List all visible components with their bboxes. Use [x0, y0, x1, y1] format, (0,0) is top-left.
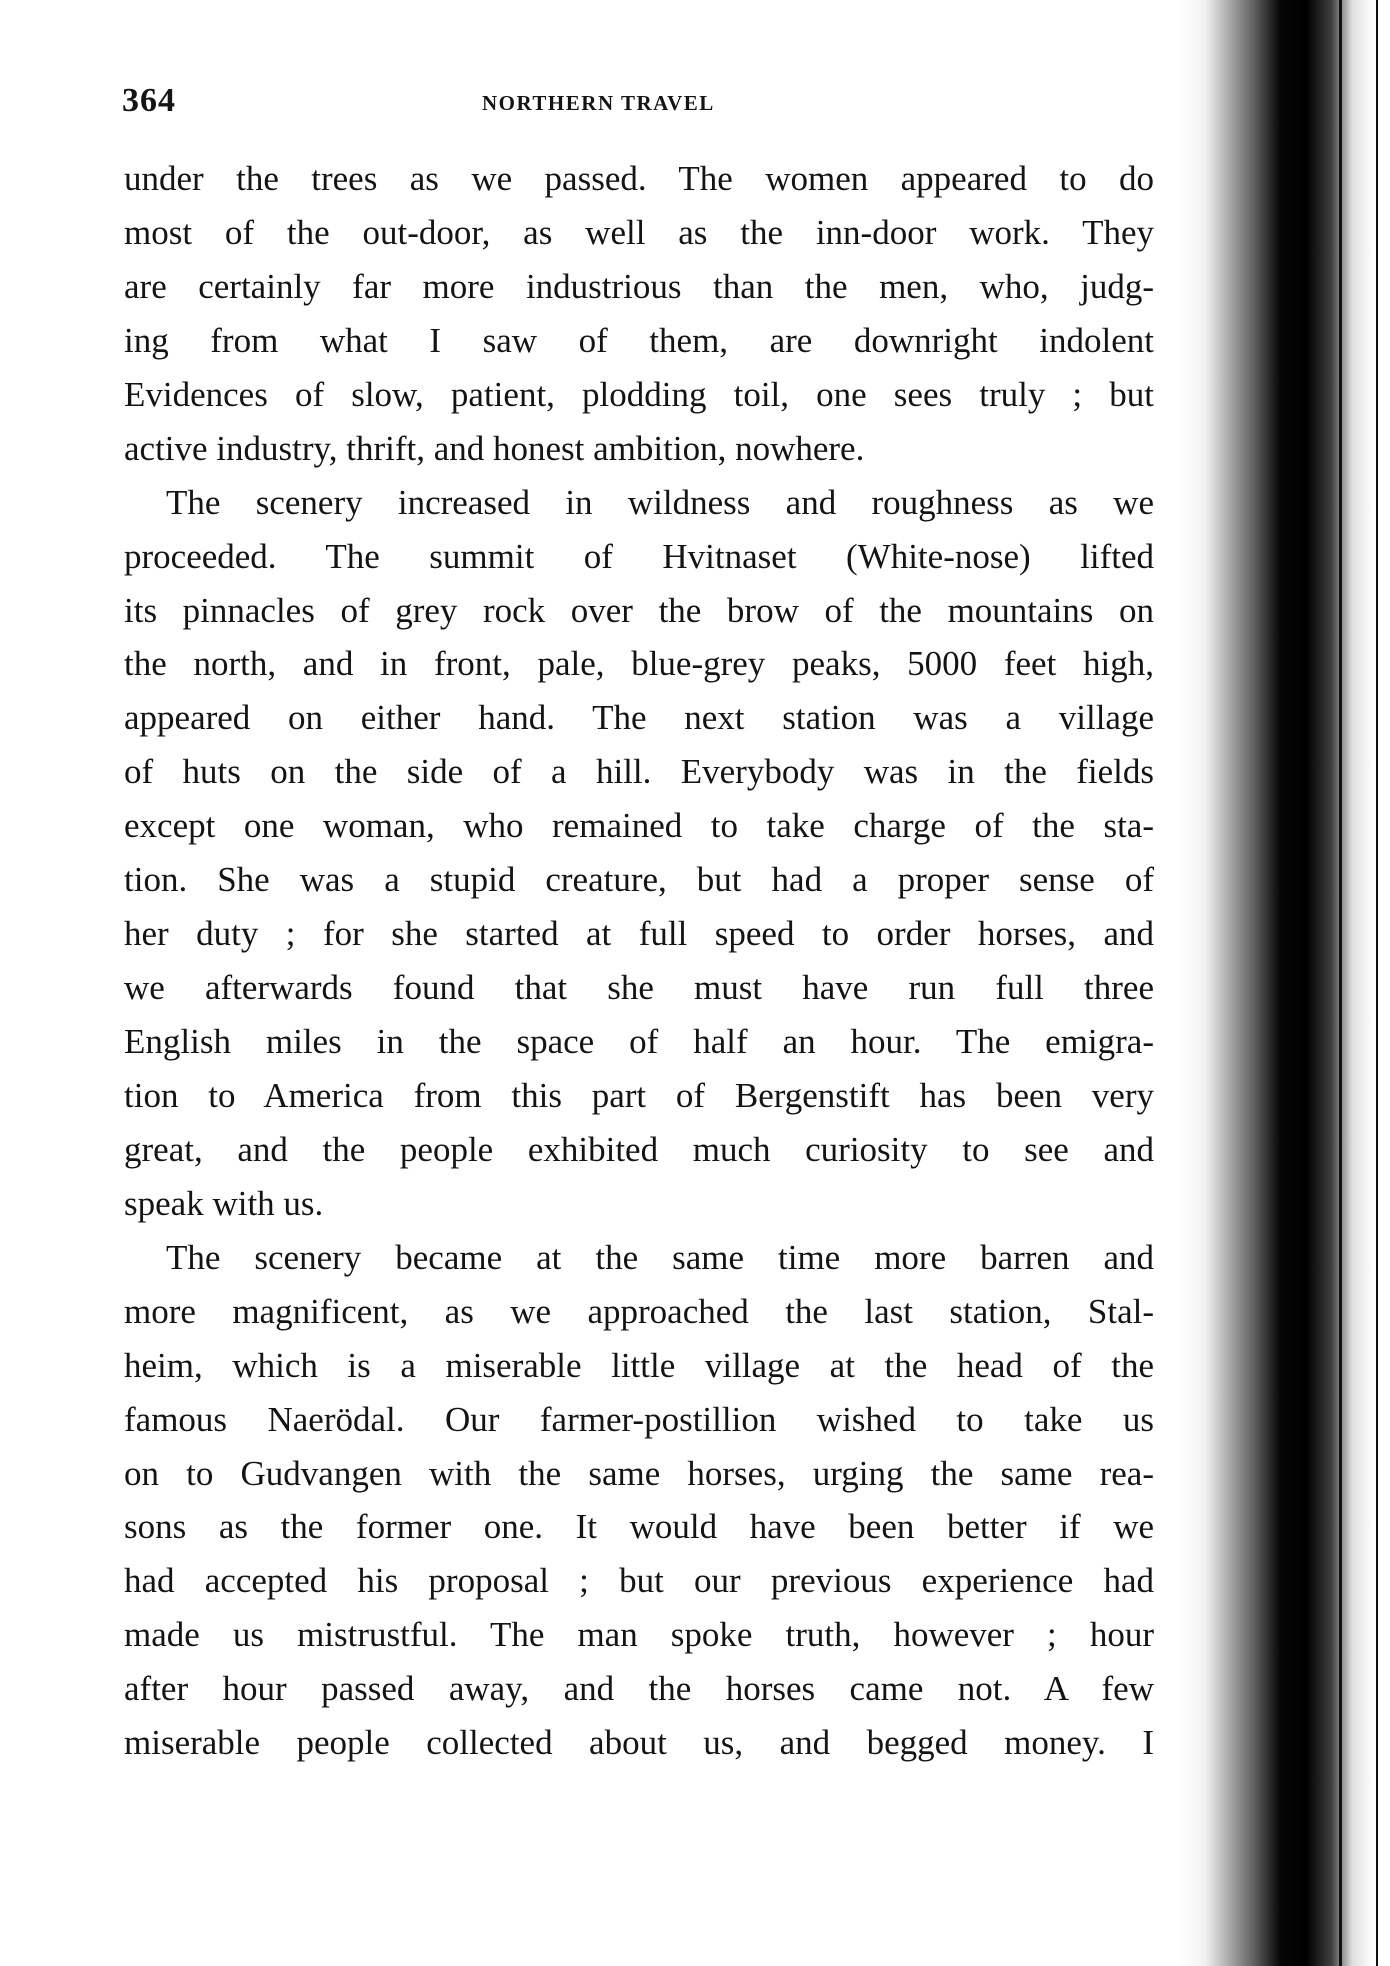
- text-line: the north, and in front, pale, blue-grey peaks, 5000 feet high,: [124, 644, 1154, 684]
- page-number: 364: [122, 82, 176, 119]
- text-line: ing from what I saw of them, are downright indolent: [124, 320, 1154, 360]
- text-line: heim, which is a miserable little village at the head of the: [124, 1345, 1154, 1385]
- text-line: proceeded. The summit of Hvitnaset (White-nose) lifted: [124, 536, 1154, 576]
- text-line: her duty ; for she started at full speed to order horses, and: [124, 914, 1154, 954]
- text-line: tion. She was a stupid creature, but had a proper sense of: [124, 860, 1154, 900]
- text-line: tion to America from this part of Bergenstift has been very: [124, 1075, 1154, 1115]
- text-line: of huts on the side of a hill. Everybody was in the fields: [124, 752, 1154, 792]
- text-line: great, and the people exhibited much curiosity to see and: [124, 1129, 1154, 1169]
- text-line: had accepted his proposal ; but our previous experience had: [124, 1561, 1154, 1601]
- text-line: on to Gudvangen with the same horses, urging the same rea-: [124, 1453, 1154, 1493]
- paragraph-start-line: The scenery increased in wildness and roughness as we: [166, 482, 1154, 522]
- text-line: after hour passed away, and the horses came not. A few: [124, 1669, 1154, 1709]
- binding-shadow: [1180, 0, 1390, 1966]
- text-line: most of the out-door, as well as the inn-door work. They: [124, 212, 1154, 252]
- text-line: speak with us.: [124, 1183, 324, 1223]
- paragraph-start-line: The scenery became at the same time more barren and: [166, 1237, 1154, 1277]
- text-line: made us mistrustful. The man spoke truth, however ; hour: [124, 1615, 1154, 1655]
- text-line: Evidences of slow, patient, plodding toil, one sees truly ; but: [124, 374, 1154, 414]
- text-line: more magnificent, as we approached the last station, Stal-: [124, 1291, 1154, 1331]
- text-line: appeared on either hand. The next station was a village: [124, 698, 1154, 738]
- text-line: are certainly far more industrious than the men, who, judg-: [124, 266, 1154, 306]
- text-line: active industry, thrift, and honest ambition, nowhere.: [124, 428, 865, 468]
- text-line: under the trees as we passed. The women appeared to do: [124, 159, 1154, 198]
- binding-edge-line: [1339, 0, 1342, 1966]
- text-line: except one woman, who remained to take charge of the sta-: [124, 806, 1154, 846]
- text-line: famous Naerödal. Our farmer-postillion wished to take us: [124, 1399, 1154, 1439]
- text-line: sons as the former one. It would have been better if we: [124, 1507, 1154, 1547]
- page-header: [122, 82, 1152, 132]
- body-text: [124, 152, 1154, 1770]
- text-line: its pinnacles of grey rock over the brow of the mountains on: [124, 590, 1154, 630]
- binding-edge-line: [1376, 0, 1378, 1966]
- running-head: NORTHERN TRAVEL: [482, 91, 715, 115]
- text-line: miserable people collected about us, and begged money. I: [124, 1723, 1154, 1763]
- text-line: English miles in the space of half an hour. The emigra-: [124, 1022, 1154, 1061]
- text-line: we afterwards found that she must have run full three: [124, 968, 1154, 1008]
